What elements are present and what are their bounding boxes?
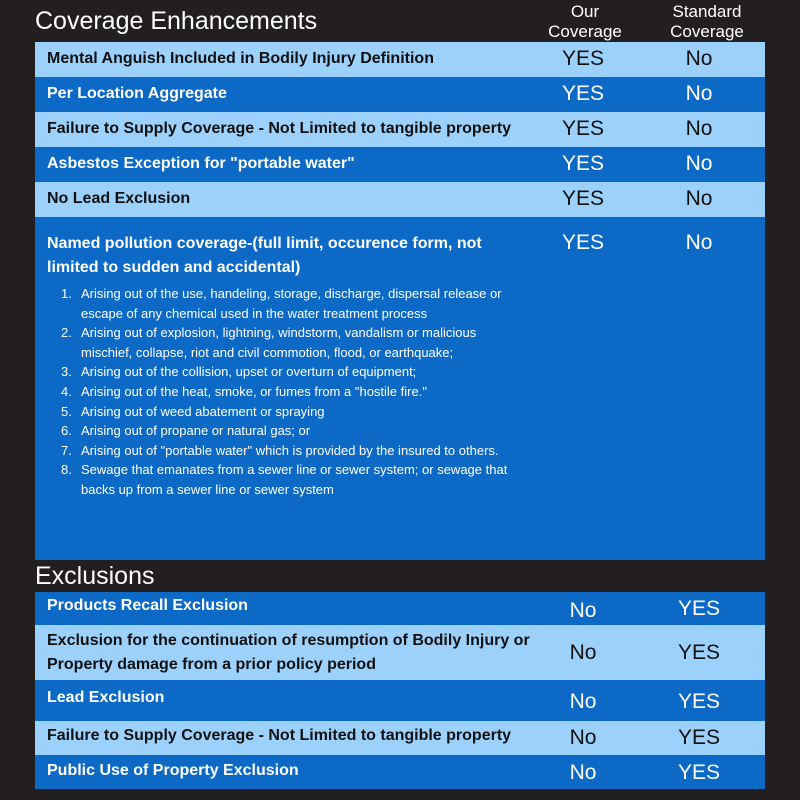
table-row bbox=[35, 147, 765, 182]
list-item-number: 6. bbox=[61, 423, 72, 439]
table-row-pollution bbox=[35, 217, 765, 560]
standard-coverage-value: No bbox=[685, 47, 713, 70]
list-item-text: Arising out of the use, handeling, storage, discharge, dispersal release or escape of any chemical used in the water treatment process bbox=[81, 286, 502, 321]
list-item-number: 2. bbox=[61, 325, 72, 341]
our-coverage-value: No bbox=[569, 761, 597, 784]
list-item-text: Arising out of the heat, smoke, or fumes from a "hostile fire." bbox=[81, 383, 427, 399]
standard-coverage-value: No bbox=[685, 82, 713, 105]
exclusions-table bbox=[35, 592, 765, 789]
list-item-number: 5. bbox=[61, 403, 72, 419]
list-item-number: 7. bbox=[61, 442, 72, 458]
list-item bbox=[61, 323, 511, 362]
our-coverage-value: No bbox=[569, 641, 597, 664]
row-label: Per Location Aggregate bbox=[47, 85, 227, 102]
col-head-standard-line1: Standard bbox=[672, 2, 742, 21]
row-label: Failure to Supply Coverage - Not Limited to tangible property bbox=[47, 727, 512, 744]
standard-coverage-value: YES bbox=[677, 597, 721, 620]
table-row bbox=[35, 680, 765, 721]
our-coverage-value: YES bbox=[561, 152, 605, 175]
table-row bbox=[35, 42, 765, 77]
row-label: Mental Anguish Included in Bodily Injury Definition bbox=[47, 50, 434, 67]
list-item-text: Arising out of the collision, upset or overturn of equipment; bbox=[81, 364, 417, 380]
our-coverage-value: YES bbox=[561, 231, 605, 254]
list-item-text: Sewage that emanates from a sewer line or sewer system; or sewage that backs up from a sewer line or sewer system bbox=[81, 462, 508, 497]
standard-coverage-value: YES bbox=[677, 726, 721, 749]
enhancements-title: Coverage Enhancements bbox=[35, 7, 318, 35]
row-label: Lead Exclusion bbox=[47, 689, 165, 706]
standard-coverage-value: No bbox=[685, 117, 713, 140]
pollution-items-list bbox=[35, 284, 765, 500]
row-label: Failure to Supply Coverage - Not Limited to tangible property bbox=[47, 120, 512, 137]
enhancements-table bbox=[35, 42, 765, 560]
our-coverage-value: No bbox=[569, 690, 597, 713]
list-item-number: 3. bbox=[61, 364, 72, 380]
list-item bbox=[61, 284, 511, 323]
list-item-text: Arising out of "portable water" which is provided by the insured to others. bbox=[81, 442, 499, 458]
standard-coverage-value: YES bbox=[677, 761, 721, 784]
row-label: Exclusion for the continuation of resumption of Bodily Injury or Property damage from a prior policy period bbox=[47, 632, 530, 673]
row-label: Named pollution coverage-(full limit, occurence form, not limited to sudden and accidental) bbox=[47, 235, 482, 276]
table-row bbox=[35, 592, 765, 625]
row-label: Asbestos Exception for "portable water" bbox=[47, 155, 355, 172]
list-item-text: Arising out of propane or natural gas; or bbox=[81, 423, 311, 439]
col-head-our-line2: Coverage bbox=[548, 22, 622, 41]
list-item bbox=[61, 402, 511, 422]
row-label: Public Use of Property Exclusion bbox=[47, 762, 299, 779]
table-row bbox=[35, 721, 765, 755]
list-item bbox=[61, 441, 511, 461]
list-item-number: 8. bbox=[61, 462, 72, 478]
table-row bbox=[35, 625, 765, 680]
table-row bbox=[35, 112, 765, 147]
standard-coverage-value: No bbox=[685, 231, 713, 254]
list-item-text: Arising out of weed abatement or spraying bbox=[81, 403, 325, 419]
col-head-our-coverage bbox=[535, 2, 635, 42]
our-coverage-value: No bbox=[569, 599, 597, 622]
row-label: Products Recall Exclusion bbox=[47, 597, 248, 614]
standard-coverage-value: No bbox=[685, 152, 713, 175]
col-head-standard-coverage bbox=[657, 2, 757, 42]
standard-coverage-value: YES bbox=[677, 641, 721, 664]
standard-coverage-value: YES bbox=[677, 690, 721, 713]
our-coverage-value: YES bbox=[561, 187, 605, 210]
col-head-standard-line2: Coverage bbox=[670, 22, 744, 41]
table-row bbox=[35, 77, 765, 112]
list-item bbox=[61, 382, 511, 402]
row-label: No Lead Exclusion bbox=[47, 190, 191, 207]
exclusions-title: Exclusions bbox=[35, 562, 155, 590]
our-coverage-value: YES bbox=[561, 117, 605, 140]
col-head-our-line1: Our bbox=[570, 2, 600, 21]
list-item bbox=[61, 421, 511, 441]
our-coverage-value: No bbox=[569, 726, 597, 749]
table-row bbox=[35, 755, 765, 789]
our-coverage-value: YES bbox=[561, 82, 605, 105]
list-item bbox=[61, 460, 511, 499]
our-coverage-value: YES bbox=[561, 47, 605, 70]
list-item-number: 1. bbox=[61, 286, 72, 301]
list-item-text: Arising out of explosion, lightning, windstorm, vandalism or malicious mischief, collapse, riot and civil commotion, flood, or earthquake; bbox=[81, 325, 477, 360]
list-item-number: 4. bbox=[61, 383, 72, 399]
list-item bbox=[61, 362, 511, 382]
standard-coverage-value: No bbox=[685, 187, 713, 210]
table-row bbox=[35, 182, 765, 217]
